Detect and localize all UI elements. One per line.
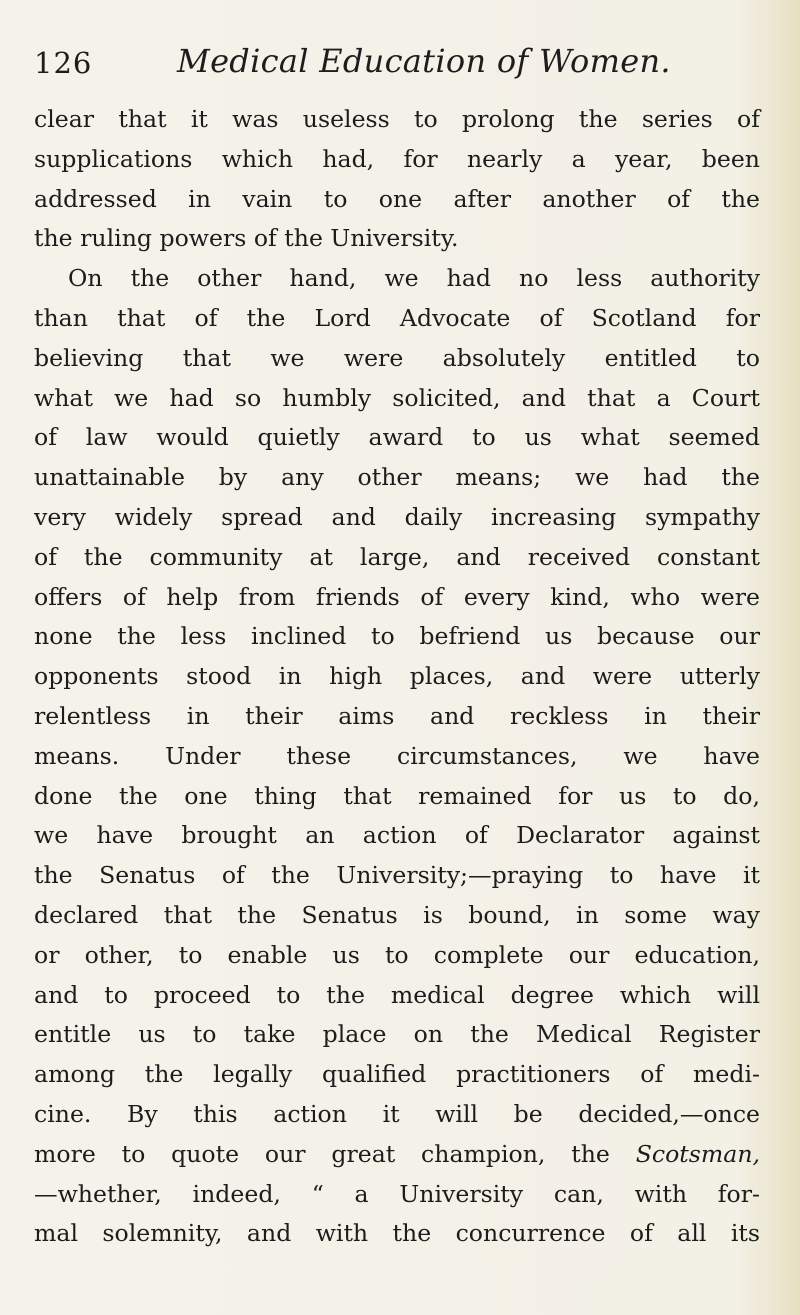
text-line: done the one thing that remained for us to do, bbox=[34, 781, 760, 810]
paragraph-start-line: On the other hand, we had no less authority bbox=[68, 264, 760, 293]
text-line: of law would quietly award to us what seemed bbox=[34, 423, 760, 452]
text-line-with-italic bbox=[34, 1135, 760, 1175]
text-line: unattainable by any other means; we had the bbox=[34, 463, 760, 492]
text-line: or other, to enable us to complete our education, bbox=[34, 940, 760, 969]
page-number: 126 bbox=[34, 46, 93, 80]
text-line: cine. By this action it will be decided,—once bbox=[34, 1099, 760, 1128]
text-line: addressed in vain to one after another of the bbox=[34, 184, 760, 213]
text-line: declared that the Senatus is bound, in some way bbox=[34, 900, 760, 929]
text-line: mal solemnity, and with the concurrence of all its bbox=[34, 1219, 760, 1248]
text-line: what we had so humbly solicited, and that a Court bbox=[34, 383, 760, 412]
text-line: none the less inclined to befriend us because our bbox=[34, 622, 760, 651]
text-line: very widely spread and daily increasing sympathy bbox=[34, 502, 760, 531]
body-text bbox=[34, 100, 760, 1254]
line-roman-part: more to quote our great champion, the bbox=[34, 1139, 610, 1168]
text-line: entitle us to take place on the Medical Register bbox=[34, 1020, 760, 1049]
text-line: supplications which had, for nearly a year, been bbox=[34, 144, 760, 173]
text-line: opponents stood in high places, and were utterly bbox=[34, 662, 760, 691]
text-line: and to proceed to the medical degree which will bbox=[34, 980, 760, 1009]
text-line: offers of help from friends of every kind, who were bbox=[34, 582, 760, 611]
text-line: than that of the Lord Advocate of Scotland for bbox=[34, 303, 760, 332]
text-line: relentless in their aims and reckless in their bbox=[34, 701, 760, 730]
text-line: —whether, indeed, “ a University can, with for- bbox=[34, 1179, 760, 1208]
text-line: of the community at large, and received constant bbox=[34, 542, 760, 571]
text-line: the Senatus of the University;—praying to have it bbox=[34, 861, 760, 890]
text-line: clear that it was useless to prolong the series of bbox=[34, 105, 760, 133]
text-line: we have brought an action of Declarator against bbox=[34, 821, 760, 850]
running-title: Medical Education of Women. bbox=[177, 42, 671, 80]
text-line: the ruling powers of the University. bbox=[34, 224, 459, 253]
text-line: among the legally qualified practitioners of medi- bbox=[34, 1060, 760, 1089]
italic-newspaper-name: Scotsman, bbox=[635, 1139, 761, 1168]
text-line: means. Under these circumstances, we have bbox=[34, 741, 760, 770]
page-header bbox=[34, 42, 774, 86]
text-line: believing that we were absolutely entitled to bbox=[34, 343, 760, 372]
